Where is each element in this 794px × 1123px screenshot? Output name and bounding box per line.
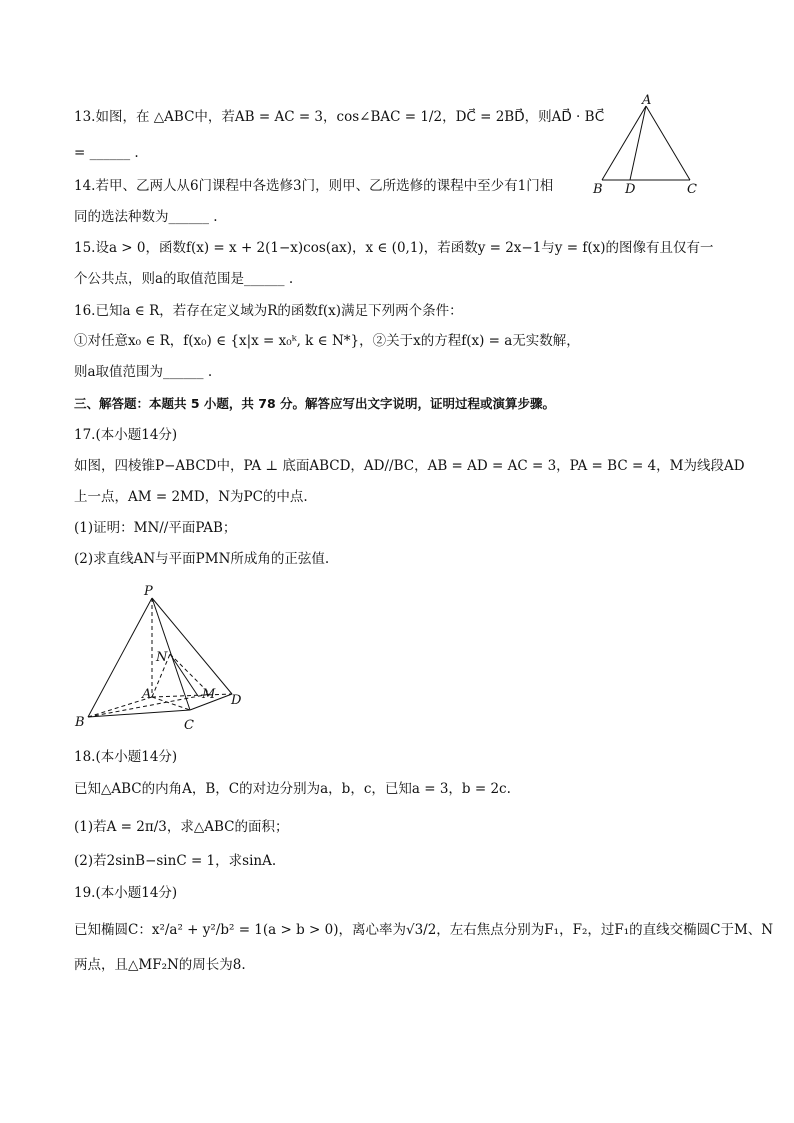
label-N: N <box>156 650 168 665</box>
q16-line-1: 16.已知a ∈ R，若存在定义域为R的函数f(x)满足下列两个条件： <box>74 303 463 319</box>
section-3-heading: 三、解答题：本题共 5 小题，共 78 分。解答应写出文字说明，证明过程或演算步骤。 <box>74 396 556 411</box>
q14-line-2: 同的选法种数为______ . <box>74 209 218 225</box>
q18-line-1: 已知△ABC的内角A，B，C的对边分别为a，b，c，已知a = 3，b = 2c. <box>74 781 511 797</box>
label-A: A <box>142 687 152 702</box>
q18-header: 18.(本小题14分) <box>74 749 178 765</box>
triangle-figure <box>590 92 705 200</box>
label-P: P <box>144 584 153 599</box>
q13-line-2: = ______ . <box>74 145 139 161</box>
q15-line-1: 15.设a > 0，函数f(x) = x + 2(1−x)cos(ax)，x ∈ (0,1)，若函数y = 2x−1与y = f(x)的图像有且仅有一 <box>74 240 714 256</box>
q19-line-2: 两点，且△MF₂N的周长为8. <box>74 957 246 973</box>
pyramid-figure <box>70 580 260 732</box>
q17-line-1: 如图，四棱锥P−ABCD中，PA ⊥ 底面ABCD，AD//BC，AB = AD = AC = 3，PA = BC = 4，M为线段AD <box>74 458 745 474</box>
label-A: A <box>642 93 652 108</box>
q16-line-3: 则a取值范围为______ . <box>74 364 213 380</box>
label-C: C <box>687 182 697 197</box>
label-D: D <box>625 182 636 197</box>
q19-line-1: 已知椭圆C：x²/a² + y²/b² = 1(a > b > 0)，离心率为√3/2，左右焦点分别为F₁，F₂，过F₁的直线交椭圆C于M、N <box>74 922 774 938</box>
q16-line-2: ①对任意x₀ ∈ R，f(x₀) ∈ {x|x = x₀ᵏ, k ∈ N*}，②关于x的方程f(x) = a无实数解， <box>74 333 580 349</box>
label-D: D <box>231 693 242 708</box>
label-M: M <box>202 687 216 702</box>
label-C: C <box>184 718 194 732</box>
q17-part-1: (1)证明：MN//平面PAB； <box>74 520 237 536</box>
q17-header: 17.(本小题14分) <box>74 427 178 443</box>
q13-line-1: 13.如图，在 △ABC中，若AB = AC = 3，cos∠BAC = 1/2，DC⃗ = 2BD⃗，则AD⃗ · BC⃗ <box>74 109 605 125</box>
q17-line-2: 上一点，AM = 2MD，N为PC的中点. <box>74 489 308 505</box>
q18-part-2: (2)若2sinB−sinC = 1，求sinA. <box>74 853 277 869</box>
q14-line-1: 14.若甲、乙两人从6门课程中各选修3门，则甲、乙所选修的课程中至少有1门相 <box>74 178 554 194</box>
q19-header: 19.(本小题14分) <box>74 885 178 901</box>
q15-line-2: 个公共点，则a的取值范围是______ . <box>74 271 294 287</box>
label-B: B <box>75 715 85 730</box>
label-B: B <box>593 182 603 197</box>
q17-part-2: (2)求直线AN与平面PMN所成角的正弦值. <box>74 551 330 567</box>
q18-part-1: (1)若A = 2π/3，求△ABC的面积； <box>74 819 289 835</box>
